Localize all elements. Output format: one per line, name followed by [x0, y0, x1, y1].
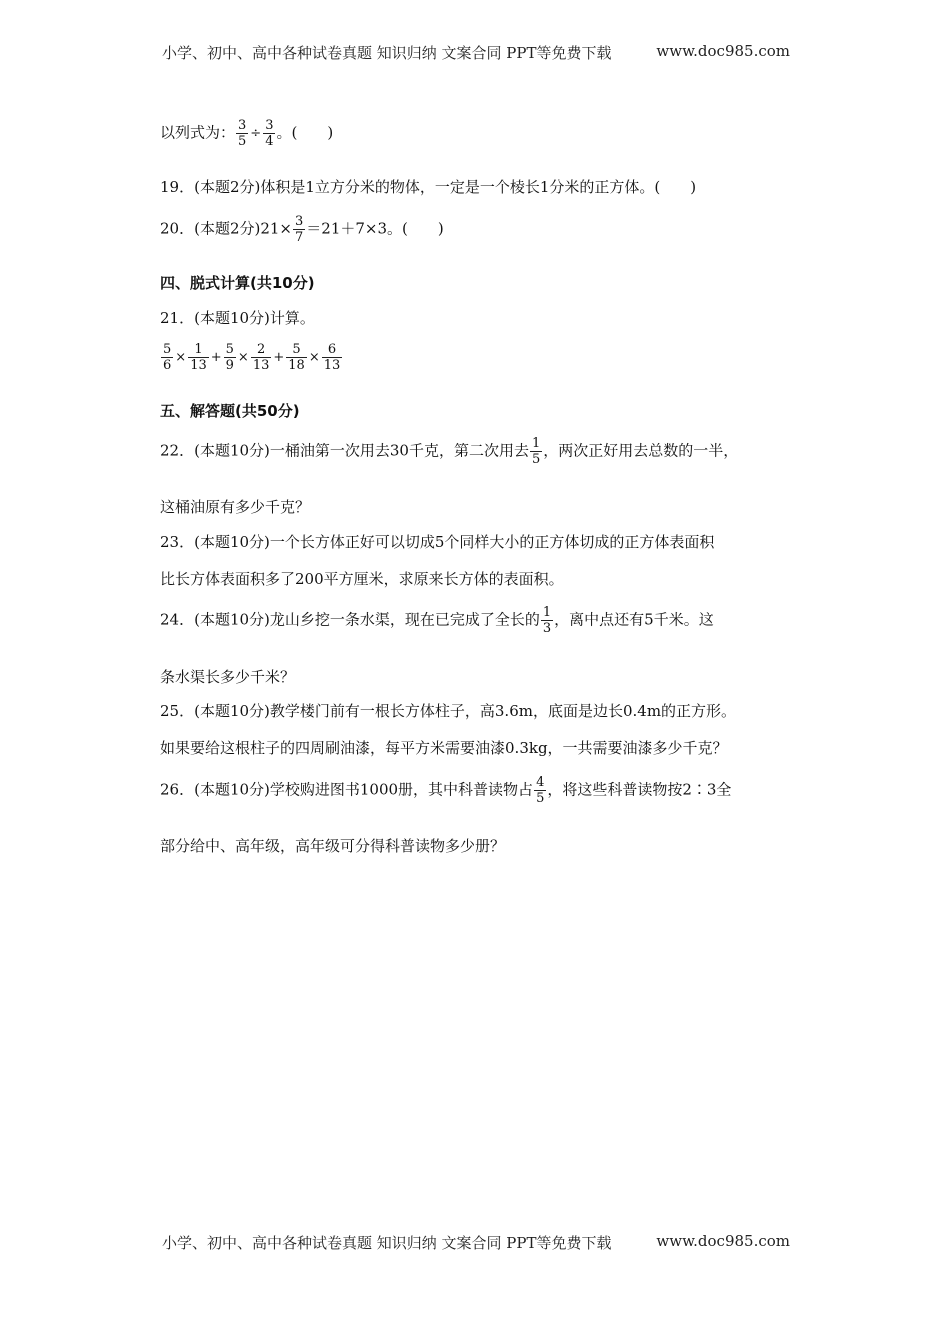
question-26-line-2: 部分给中、高年级，高年级可分得科普读物多少册？ [160, 837, 506, 855]
fraction: $\frac{1}{5}$ [531, 436, 541, 467]
fraction: $\frac{2}{13}$ [252, 342, 270, 373]
header-text: 小学、初中、高中各种试卷真题 知识归纳 文案合同 PPT等免费下载 [162, 44, 612, 62]
question-22-line-2: 这桶油原有多少千克？ [160, 498, 311, 516]
question-21-expression: $\frac{5}{6}$ × $\frac{1}{13}$ + $\frac{5}{9}$ × $\frac{2}{13}$ + $\frac{5}{18}$ × $\frac{6}{13}$ [163, 342, 341, 373]
question-24-line-2: 条水渠长多少千米？ [160, 668, 296, 686]
fraction: $\frac{1}{3}$ [542, 605, 552, 636]
question-25-line-2: 如果要给这根柱子的四周刷油漆，每平方米需要油漆0.3kg，一共需要油漆多少千克？ [160, 739, 728, 757]
fraction: $\frac{6}{13}$ [323, 342, 341, 373]
question-23-line-2: 比长方体表面积多了200平方厘米，求原来长方体的表面积。 [160, 570, 564, 588]
question-23: 23．(本题10分)一个长方体正好可以切成5个同样大小的正方体切成的正方体表面积 [160, 533, 715, 551]
footer-text: 小学、初中、高中各种试卷真题 知识归纳 文案合同 PPT等免费下载 [162, 1234, 612, 1252]
footer-url[interactable]: www.doc985.com [656, 1232, 790, 1250]
question-20: 20．(本题2分)21× $\frac{3}{7}$ ＝21＋7×3。( ) [160, 214, 444, 245]
question-19: 19．(本题2分)体积是1立方分米的物体，一定是一个棱长1分米的正方体。( ) [160, 178, 697, 196]
question-24: 24．(本题10分)龙山乡挖一条水渠，现在已完成了全长的 $\frac{1}{3}$ ，离中点还有5千米。这 [160, 605, 714, 636]
section-heading-4: 四、脱式计算(共10分) [160, 274, 315, 292]
question-22: 22．(本题10分)一桶油第一次用去30千克，第二次用去 $\frac{1}{5}$ ，两次正好用去总数的一半， [160, 436, 739, 467]
section-heading-5: 五、解答题(共50分) [160, 402, 300, 420]
question-25: 25．(本题10分)教学楼门前有一根长方体柱子，高3.6m，底面是边长0.4m的正方形。 [160, 702, 737, 720]
question-26: 26．(本题10分)学校购进图书1000册，其中科普读物占 $\frac{4}{5}$ ，将这些科普读物按2∶3全 [160, 775, 732, 806]
header-url[interactable]: www.doc985.com [656, 42, 790, 60]
question-21: 21．(本题10分)计算。 [160, 309, 315, 327]
fraction: $\frac{5}{9}$ [225, 342, 234, 373]
fraction: $\frac{3}{5}$ [238, 118, 247, 149]
fraction: $\frac{5}{18}$ [288, 342, 305, 373]
fraction: $\frac{1}{13}$ [190, 342, 207, 373]
fraction: $\frac{3}{7}$ [295, 214, 304, 245]
fraction: $\frac{5}{6}$ [163, 342, 172, 373]
fraction: $\frac{4}{5}$ [536, 775, 545, 806]
question-18-tail: 以列式为： $\frac{3}{5}$ ÷ $\frac{3}{4}$ 。( ) [160, 118, 334, 149]
fraction: $\frac{3}{4}$ [265, 118, 274, 149]
